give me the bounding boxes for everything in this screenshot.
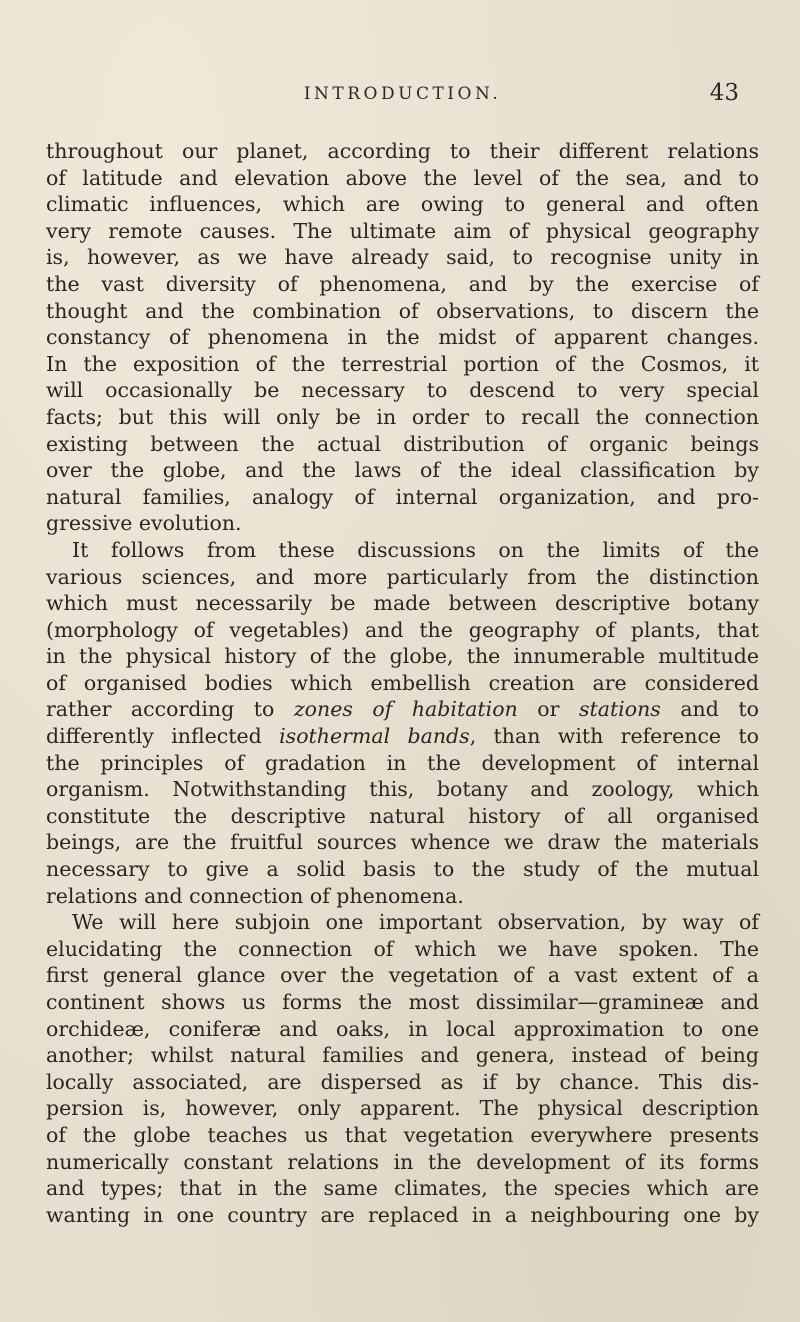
paragraph-3 <box>46 909 759 1228</box>
text-line: wanting in one country are replaced in a neighbouring one by <box>46 1202 759 1227</box>
text-run: or <box>517 697 579 722</box>
text-line: organism. Notwithstanding this, botany and zoology, which <box>46 777 759 802</box>
text-line: (morphology of vegetables) and the geography of plants, that <box>46 617 759 642</box>
text-line: which must necessarily be made between descriptive botany <box>46 591 759 616</box>
text-line: necessary to give a solid basis to the study of the mutual <box>46 857 759 882</box>
text-run: rather according to <box>46 697 294 722</box>
text-line: numerically constant relations in the development of its forms <box>46 1149 759 1174</box>
text-line: continent shows us forms the most dissimilar—gramineæ and <box>46 990 759 1014</box>
running-head-title: INTRODUCTION. <box>303 84 502 104</box>
italic-term: stations <box>578 697 661 722</box>
paragraph-1 <box>46 138 759 537</box>
text-line: facts; but this will only be in order to recall the connection <box>46 404 759 429</box>
text-line: the principles of gradation in the development of internal <box>46 750 759 775</box>
text-line: constitute the descriptive natural history of all organised <box>46 803 759 828</box>
text-line: thought and the combination of observations, to discern the <box>46 298 759 323</box>
italic-term: zones of habitation <box>293 697 518 722</box>
text-run: differently inflected <box>46 724 280 749</box>
text-line: throughout our planet, according to their different relations <box>46 139 759 163</box>
text-line: existing between the actual distribution of organic beings <box>46 431 759 456</box>
text-line: of latitude and elevation above the level of the sea, and to <box>46 165 759 190</box>
text-line: In the exposition of the terrestrial portion of the Cosmos, it <box>46 351 759 376</box>
text-line: in the physical history of the globe, the innumerable multitude <box>46 644 759 669</box>
text-line <box>46 696 759 723</box>
text-line: the vast diversity of phenomena, and by the exercise of <box>46 271 759 296</box>
text-line: various sciences, and more particularly from the distinction <box>46 564 759 589</box>
text-line: is, however, as we have already said, to recognise unity in <box>46 245 759 270</box>
text-line: beings, are the fruitful sources whence we draw the materials <box>46 830 759 855</box>
text-line: natural families, analogy of internal organization, and pro- <box>46 484 759 509</box>
text-run: and to <box>660 697 759 722</box>
text-line: very remote causes. The ultimate aim of physical geography <box>46 218 759 243</box>
text-line: climatic influences, which are owing to general and often <box>46 192 759 217</box>
text-line: of the globe teaches us that vegetation everywhere presents <box>46 1122 759 1147</box>
text-line: orchideæ, coniferæ and oaks, in local approximation to one <box>46 1016 759 1041</box>
text-line: will occasionally be necessary to descend to very special <box>46 378 759 403</box>
text-line <box>46 723 759 750</box>
text-line: It follows from these discussions on the limits of the <box>72 537 759 562</box>
body-text <box>46 138 759 1228</box>
text-line: and types; that in the same climates, the species which are <box>46 1176 759 1201</box>
italic-term: isothermal bands <box>279 724 470 749</box>
text-line: We will here subjoin one important observation, by way of <box>72 910 759 935</box>
text-line: locally associated, are dispersed as if by chance. This dis- <box>46 1069 759 1094</box>
text-line: first general glance over the vegetation of a vast extent of a <box>46 963 759 988</box>
text-line: of organised bodies which embellish creation are considered <box>46 670 759 695</box>
text-line: constancy of phenomena in the midst of apparent changes. <box>46 325 759 350</box>
text-line: another; whilst natural families and genera, instead of being <box>46 1043 759 1068</box>
text-line: elucidating the connection of which we have spoken. The <box>46 936 759 961</box>
text-line: over the globe, and the laws of the ideal classification by <box>46 458 759 483</box>
text-run: , than with reference to <box>469 724 759 749</box>
paragraph-2 <box>46 537 759 909</box>
text-line: persion is, however, only apparent. The physical description <box>46 1096 759 1121</box>
page-number: 43 <box>709 80 739 106</box>
text-line: gressive evolution. <box>46 511 242 536</box>
running-head <box>46 80 759 118</box>
text-line: relations and connection of phenomena. <box>46 883 464 908</box>
